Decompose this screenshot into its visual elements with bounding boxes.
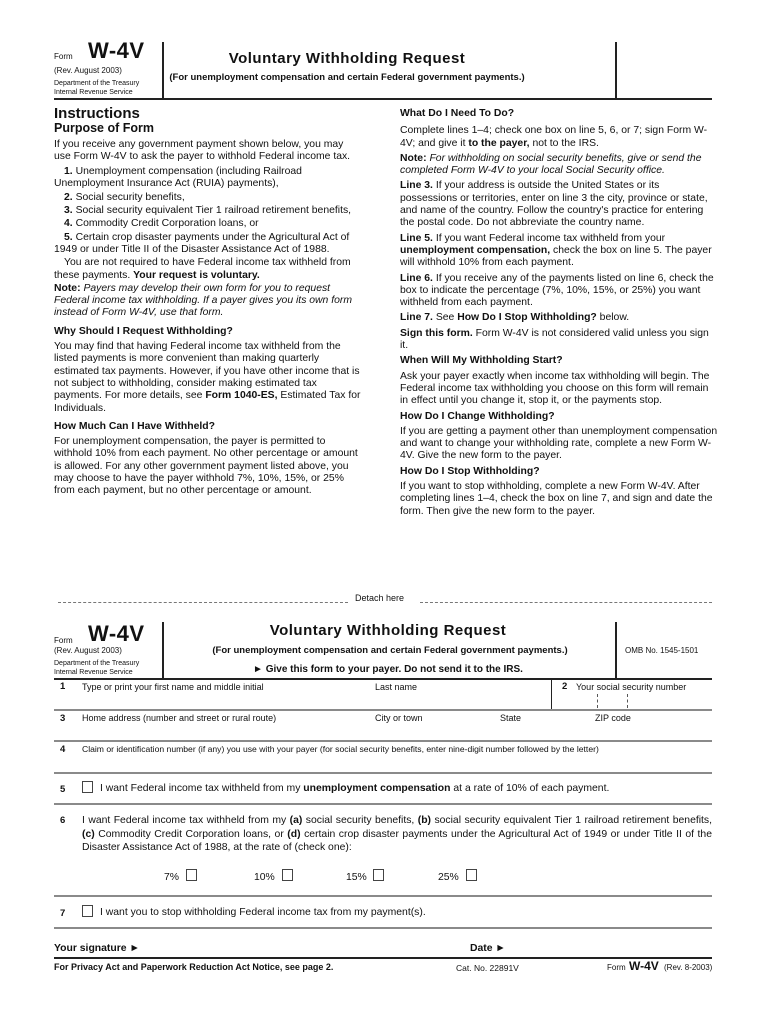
detach-dash-right (420, 602, 712, 603)
ssn-separator (627, 694, 628, 708)
city-input[interactable] (373, 725, 493, 739)
rate-10-label: 10% (254, 872, 275, 883)
line-6-text: I want Federal income tax withheld from my (a) social security benefits, (b) social security equivalent Tier 1 railroad retirement benefits, (c) Commodity Credit Corporation loans, or (d) certain crop disaster payments under the Agricultural Act of 1949 or under Title II of the Disaster Assistance Act of 1988, at the rate of (check one): (82, 815, 713, 853)
howmuch-heading: How Much Can I Have Withheld? (54, 420, 215, 432)
rate-15-checkbox[interactable] (373, 869, 384, 881)
zip-label: ZIP code (595, 713, 631, 723)
last-name-label: Last name (375, 682, 418, 692)
change-heading: How Do I Change Withholding? (400, 410, 555, 422)
rate-7-label: 7% (164, 872, 180, 883)
row-rule (54, 803, 712, 805)
row-rule (54, 895, 712, 897)
note-text: Note: Payers may develop their own form for you to request Federal income tax withholding. If a payer gives you its own form instead of Form W-4V, use that form. (54, 282, 353, 319)
line-4-number: 4 (60, 744, 66, 755)
form-subtitle: (For unemployment compensation and certain Federal government payments.) (212, 645, 568, 656)
city-label: City or town (375, 713, 423, 723)
detach-label: Detach here (355, 593, 405, 603)
address-label: Home address (number and street or rural route) (82, 713, 277, 723)
line-7-number: 7 (60, 908, 66, 919)
form-word: Form (54, 52, 73, 61)
omb-number: OMB No. 1545-1501 (625, 646, 699, 655)
row-rule (54, 709, 712, 711)
why-heading: Why Should I Request Withholding? (54, 325, 233, 337)
line7-instructions: Line 7. See How Do I Stop Withholding? below. (400, 312, 630, 324)
omb-divider (615, 622, 617, 678)
instructions-heading: Instructions (54, 105, 140, 122)
line-1-number: 1 (60, 681, 66, 692)
date-input[interactable] (515, 940, 710, 956)
ssn-separator (597, 694, 598, 708)
department: Department of the Treasury (54, 660, 140, 667)
purpose-item-4: 4. Commodity Credit Corporation loans, or (64, 218, 259, 230)
rate-10-checkbox[interactable] (282, 869, 293, 881)
revision-date: (Rev. August 2003) (54, 66, 122, 75)
first-name-input[interactable] (80, 694, 370, 708)
zip-input[interactable] (593, 725, 711, 739)
stop-withholding-checkbox[interactable] (82, 905, 93, 917)
purpose-item-1: 1. Unemployment compensation (including Railroad Unemployment Insurance Act (RUIA) payments), (54, 166, 302, 190)
first-name-label: Type or print your first name and middle initial (82, 682, 264, 692)
line-6-number: 6 (60, 815, 66, 826)
form-header-rule (54, 678, 712, 680)
row-rule (54, 927, 712, 929)
rate-25-label: 25% (438, 872, 459, 883)
sign-instructions: Sign this form. Form W-4V is not considered valid unless you sign it. (400, 327, 709, 352)
form-number: W-4V (88, 38, 145, 63)
footer-form-word: Form (607, 963, 626, 972)
purpose-item-2: 2. Social security benefits, (64, 191, 185, 203)
revision-date: (Rev. August 2003) (54, 646, 122, 655)
voluntary-text: You are not required to have Federal income tax withheld from these payments. Your request is voluntary. (54, 257, 351, 281)
state-input[interactable] (498, 725, 588, 739)
instructions-column-right (400, 108, 718, 521)
signature-input[interactable] (140, 940, 460, 956)
line5-instructions: Line 5. If you want Federal income tax withheld from your unemployment compensation, check the box on line 5. The payer will withhold 10% from each payment. (400, 232, 712, 269)
line-7-text: I want you to stop withholding Federal income tax from my payment(s). (100, 907, 426, 918)
header-rule (54, 98, 712, 100)
page-subtitle: (For unemployment compensation and certain Federal government payments.) (169, 72, 525, 83)
stop-heading: How Do I Stop Withholding? (400, 465, 540, 477)
purpose-text: If you receive any government payment shown below, you may use Form W-4V to ask the payer to withhold Federal income tax. (54, 138, 351, 162)
purpose-item-5: 5. Certain crop disaster payments under the Agricultural Act of 1949 or under Title II of the Disaster Assistance Act of 1988. (54, 231, 350, 255)
form-word: Form (54, 636, 73, 645)
change-text: If you are getting a payment other than unemployment compensation and want to change your withholding rate, complete a new Form W-4V. Give the new form to the payer. (400, 425, 718, 462)
line3-instructions: Line 3. If your address is outside the United States or its possessions or territories, enter on line 3 the city, province or state, and name of the country. Follow the country's practice for entering the postal code. Do not abbreviate the country name. (400, 180, 708, 229)
ss-note: Note: For withholding on social security benefits, give or send the completed Form W-4V to your local Social Security office. (400, 152, 702, 177)
what-heading: What Do I Need To Do? (400, 108, 515, 119)
purpose-heading: Purpose of Form (54, 121, 155, 136)
footer-form-number: W-4V (629, 959, 659, 973)
form-title: Voluntary Withholding Request (269, 622, 507, 639)
date-label: Date ► (470, 943, 506, 954)
signature-rule (54, 957, 712, 959)
row-rule (54, 740, 712, 742)
row-rule (54, 772, 712, 774)
detach-dash-left (58, 602, 348, 603)
page-title: Voluntary Withholding Request (228, 50, 466, 67)
line-5-number: 5 (60, 784, 66, 795)
department: Department of the Treasury (54, 80, 140, 87)
ssn-divider (551, 678, 552, 710)
claim-number-input[interactable] (80, 756, 710, 770)
start-heading: When Will My Withholding Start? (400, 355, 563, 367)
agency: Internal Revenue Service (54, 89, 133, 96)
address-input[interactable] (80, 725, 370, 739)
line-3-number: 3 (60, 713, 66, 724)
last-name-input[interactable] (373, 694, 543, 708)
line6-instructions: Line 6. If you receive any of the payments listed on line 6, check the box to indicate the percentage (7%, 10%, 15%, or 25%) you want withheld from each payment. (400, 272, 714, 309)
start-text: Ask your payer exactly when income tax withholding will begin. The Federal income tax withholding you choose on this form will remain in effect until you change it, stop it, or the payments stop. (400, 370, 710, 407)
line-2-number: 2 (562, 681, 568, 692)
why-text: You may find that having Federal income tax withheld from the listed payments is more convenient than making quarterly estimated tax payments. However, if you have other income that is not subject to withholding, consider making estimated tax payments. For more details, see Form 1040-ES, Estimated Tax for Individuals. (54, 341, 361, 414)
give-instruction: ► Give this form to your payer. Do not send it to the IRS. (253, 664, 523, 675)
purpose-item-3: 3. Social security equivalent Tier 1 railroad retirement benefits, (64, 205, 352, 217)
instructions-column (54, 105, 362, 501)
rate-15-label: 15% (346, 872, 367, 883)
footer-revision: (Rev. 8-2003) (664, 963, 713, 972)
unemployment-checkbox[interactable] (82, 781, 93, 793)
privacy-notice: For Privacy Act and Paperwork Reduction Act Notice, see page 2. (54, 962, 334, 972)
what-text: Complete lines 1–4; check one box on line 5, 6, or 7; sign Form W-4V; and give it to the payer, not to the IRS. (400, 125, 708, 149)
stop-text: If you want to stop withholding, complete a new Form W-4V. After completing lines 1–4, check the box on line 7, and sign and date the form. Then give the new form to the payer. (400, 481, 713, 517)
howmuch-text: For unemployment compensation, the payer is permitted to withhold 10% from each payment. No other percentage or amount is allowed. For any other government payment listed above, you may choose to have the payer withhold 7%, 10%, 15%, or 25% from each payment, but no other percentage or amount. (54, 436, 358, 497)
rate-7-checkbox[interactable] (186, 869, 197, 881)
form-number: W-4V (88, 621, 145, 646)
agency: Internal Revenue Service (54, 669, 133, 676)
rate-25-checkbox[interactable] (466, 869, 477, 881)
signature-label: Your signature ► (54, 943, 140, 954)
claim-number-label: Claim or identification number (if any) you use with your payer (for social security benefits, enter nine-digit number followed by the letter) (82, 744, 599, 754)
header-divider-right (615, 42, 617, 98)
line-5-text: I want Federal income tax withheld from my unemployment compensation at a rate of 10% of each payment. (100, 783, 610, 794)
ssn-input[interactable] (556, 694, 712, 708)
state-label: State (500, 713, 522, 723)
ssn-label: Your social security number (576, 682, 687, 692)
catalog-number: Cat. No. 22891V (456, 963, 519, 973)
